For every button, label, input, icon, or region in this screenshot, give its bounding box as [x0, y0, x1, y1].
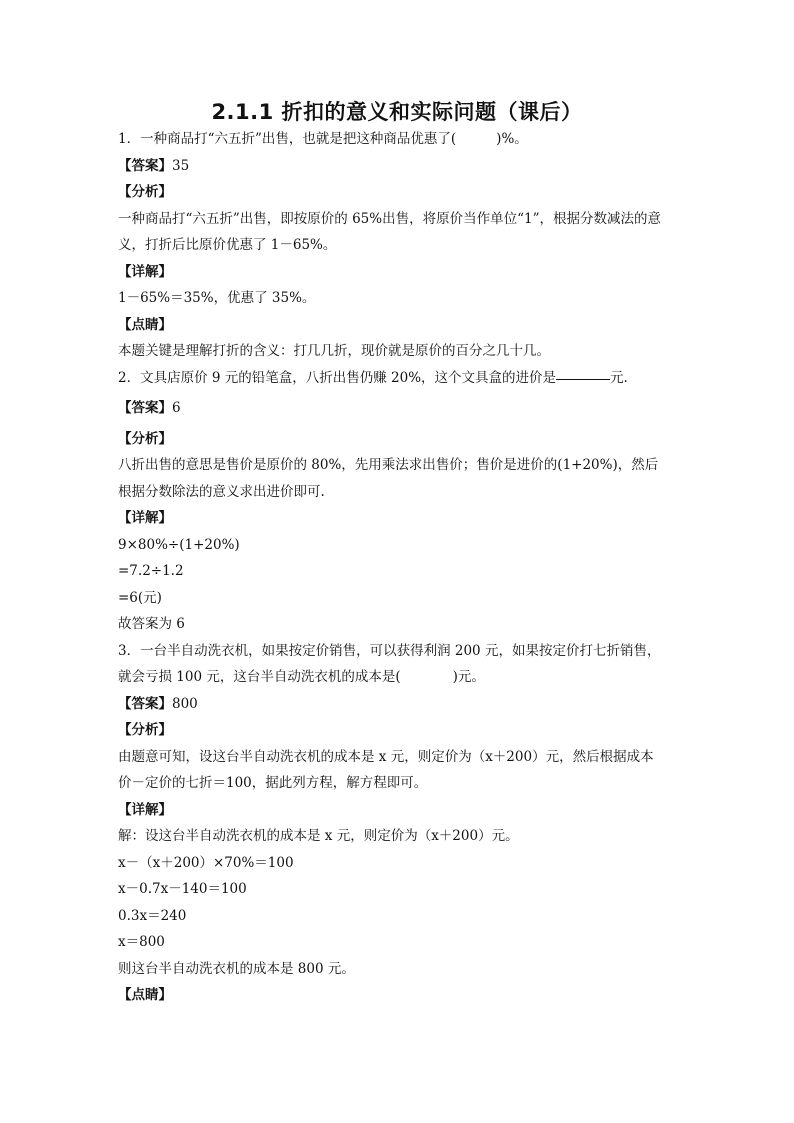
q1-analysis-line-1: 一种商品打“六五折”出售，即按原价的 65%出售，将原价当作单位“1”，根据分数减法的意 — [118, 210, 661, 227]
question-2-text-b: 元. — [610, 369, 628, 386]
answer-value: 800 — [172, 695, 198, 712]
q2-analysis-line-1: 八折出售的意思是售价是原价的 80%，先用乘法求出售价；售价是进价的(1+20%)，然后 — [118, 457, 659, 473]
q3-detail-line-1: 解：设这台半自动洗衣机的成本是 x 元，则定价为（x＋200）元。 — [118, 828, 519, 844]
question-1-text-a: 1．一种商品打“六五折”出售，也就是把这种商品优惠了( — [118, 131, 457, 147]
q2-detail-line-1: 9×80%÷(1+20%) — [118, 536, 240, 553]
question-3-text-a: 就会亏损 100 元，这台半自动洗衣机的成本是( — [118, 669, 401, 685]
question-3-line-2 — [118, 664, 678, 691]
q1-detail-label: 【详解】 — [118, 263, 172, 280]
document-title: 2.1.1 折扣的意义和实际问题（课后） — [211, 100, 583, 124]
q3-detail-line-3: x－0.7x－140＝100 — [118, 881, 247, 897]
question-2 — [118, 365, 678, 392]
q2-detail-line-2: =7.2÷1.2 — [118, 563, 184, 579]
q3-answer — [118, 691, 678, 718]
answer-label: 【答案】 — [118, 157, 172, 174]
answer-label: 【答案】 — [118, 400, 172, 416]
q3-analysis-line-2: 价－定价的七折＝100，据此列方程，解方程即可。 — [118, 775, 428, 791]
q1-detail-line-1: 1－65%＝35%，优惠了 35%。 — [118, 290, 316, 306]
answer-value: 6 — [172, 400, 181, 416]
answer-underline-blank — [556, 378, 610, 380]
q2-detail-line-4: 故答案为 6 — [118, 616, 185, 632]
q3-detail-line-2: x－（x＋200）×70%＝100 — [118, 854, 294, 871]
question-1 — [118, 126, 678, 153]
q1-comment-label: 【点睛】 — [118, 316, 172, 333]
answer-value: 35 — [172, 157, 190, 174]
answer-label: 【答案】 — [118, 695, 172, 712]
question-3-text-b: )元。 — [452, 669, 485, 685]
question-2-text-a: 2．文具店原价 9 元的铅笔盒，八折出售仍赚 20%，这个文具盒的进价是 — [118, 369, 557, 386]
q2-analysis-line-2: 根据分数除法的意义求出进价即可. — [118, 483, 325, 500]
q2-analysis-label: 【分析】 — [118, 430, 172, 447]
q2-detail-line-3: =6(元) — [118, 589, 162, 606]
q3-detail-line-4: 0.3x＝240 — [118, 907, 187, 924]
q1-analysis-line-2: 义，打折后比原价优惠了 1－65%。 — [118, 237, 337, 253]
q1-answer — [118, 153, 678, 180]
document-body — [118, 126, 678, 1009]
q3-detail-line-6: 则这台半自动洗衣机的成本是 800 元。 — [118, 960, 355, 977]
q3-analysis-label: 【分析】 — [118, 722, 172, 738]
q2-detail-label: 【详解】 — [118, 510, 172, 526]
q3-detail-label: 【详解】 — [118, 801, 172, 818]
question-1-text-b: )%。 — [496, 131, 528, 147]
q2-answer — [118, 395, 678, 422]
q3-detail-line-5: x＝800 — [118, 934, 165, 950]
question-3-line-1: 3．一台半自动洗衣机，如果按定价销售，可以获得利润 200 元，如果按定价打七折销售， — [118, 642, 661, 659]
q3-comment-label: 【点睛】 — [118, 987, 172, 1003]
q1-comment-line-1: 本题关键是理解打折的含义：打几几折，现价就是原价的百分之几十几。 — [118, 343, 550, 359]
q1-analysis-label: 【分析】 — [118, 184, 172, 200]
q3-analysis-line-1: 由题意可知，设这台半自动洗衣机的成本是 x 元，则定价为（x＋200）元，然后根据成本 — [118, 748, 654, 765]
